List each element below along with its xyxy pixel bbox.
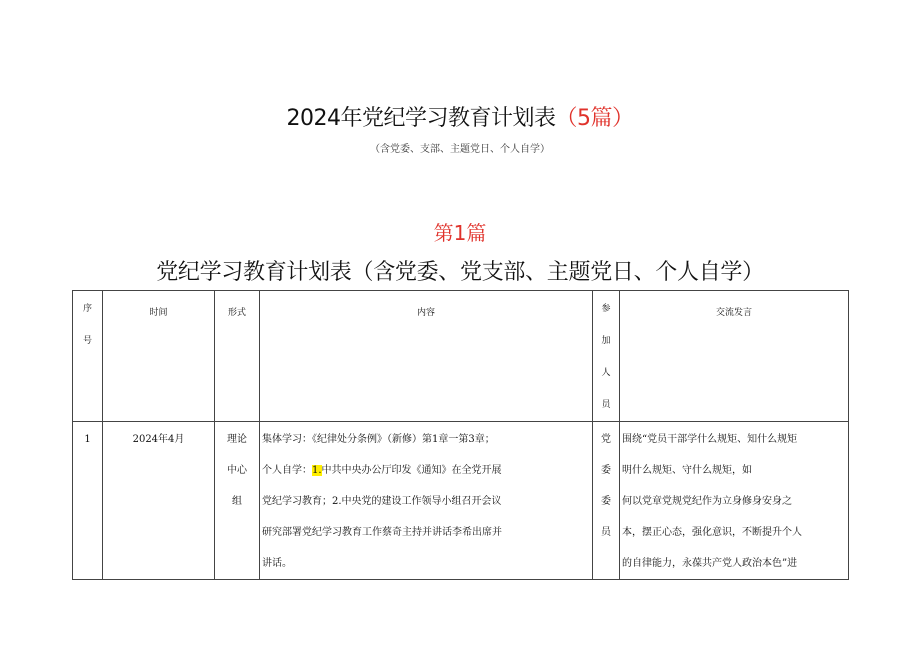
header-participants-char: 加 — [601, 336, 611, 346]
part-title: 第1篇 — [433, 221, 487, 245]
table-row — [73, 422, 849, 580]
content-line: 党纪学习教育；2.中央党的建设工作领导小组召开会议 — [262, 496, 502, 507]
header-participants-char: 员 — [601, 400, 611, 410]
plan-table — [72, 290, 849, 580]
content-line: 研究部署党纪学习教育工作蔡奇主持并讲话李希出席并 — [262, 527, 502, 538]
header-content: 内容 — [260, 291, 593, 422]
row-speech — [620, 422, 849, 580]
participants-char: 委 — [601, 465, 611, 476]
header-participants-char: 人 — [601, 368, 611, 378]
speech-line: 的自律能力，永葆共产党人政治本色”进 — [622, 558, 798, 569]
speech-line: 本，摆正心态，强化意识，不断提升个人 — [622, 527, 802, 538]
document-title: 党纪学习教育计划表（含党委、党支部、主题党日、个人自学） — [156, 260, 764, 285]
header-seq-char: 序 — [82, 304, 92, 314]
content-line: 集体学习：《纪律处分条例》（新修）第1章一第3章； — [262, 434, 495, 445]
row-form-line: 理论 — [227, 434, 247, 445]
row-content — [260, 422, 593, 580]
content-line-prefix: 个人自学： — [262, 465, 312, 476]
main-title — [0, 104, 920, 134]
main-title-count: （5篇） — [555, 106, 634, 131]
content-line — [262, 455, 590, 486]
header-form: 形式 — [215, 291, 260, 422]
participants-char: 员 — [601, 527, 611, 538]
header-seq — [73, 291, 103, 422]
row-participants — [593, 422, 620, 580]
header-time: 时间 — [103, 291, 215, 422]
participants-char: 委 — [601, 496, 611, 507]
header-speech: 交流发言 — [620, 291, 849, 422]
header-participants-char: 参 — [601, 304, 611, 314]
header-seq-char: 号 — [82, 336, 92, 346]
table-header-row — [73, 291, 849, 422]
content-line: 讲话。 — [262, 558, 292, 569]
row-form-line: 组 — [232, 496, 242, 507]
row-form — [215, 422, 260, 580]
speech-line: 何以党章党规党纪作为立身修身安身之 — [622, 496, 792, 507]
content-line-suffix: 中共中央办公厅印发《通知》在全党开展 — [321, 465, 502, 476]
participants-char: 党 — [601, 434, 611, 445]
row-seq: 1 — [73, 422, 103, 580]
speech-line: 明什么规矩、守什么规矩，如 — [622, 465, 752, 476]
row-time: 2024年4月 — [103, 422, 215, 580]
speech-line: 围绕“党员干部学什么规矩、知什么规矩 — [622, 434, 798, 445]
subtitle: （含党委、支部、主题党日、个人自学） — [370, 144, 550, 155]
header-participants — [593, 291, 620, 422]
main-title-text: 2024年党纪学习教育计划表 — [286, 106, 556, 131]
highlight-mark: 1. — [312, 465, 322, 476]
row-form-line: 中心 — [227, 465, 247, 476]
